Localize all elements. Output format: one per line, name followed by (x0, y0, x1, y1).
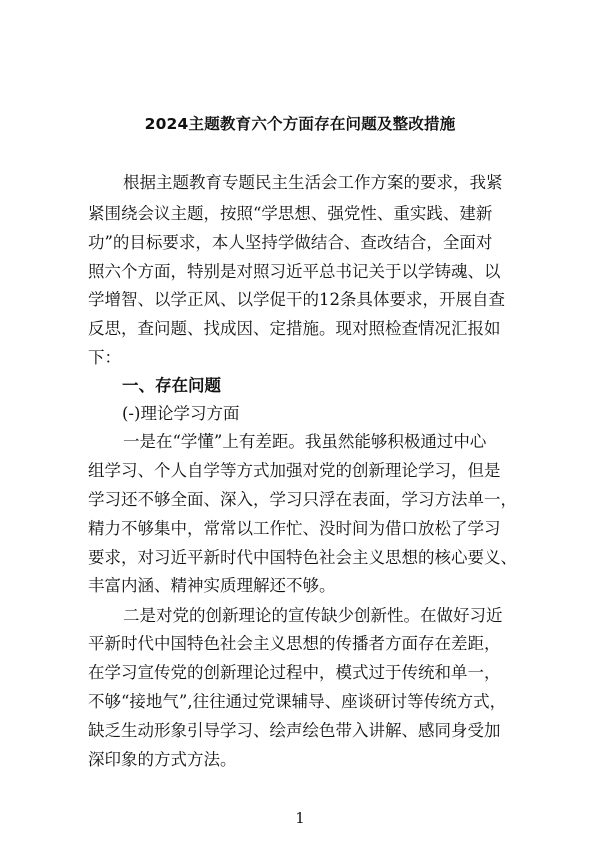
para1-line-1: 一是在“学懂”上有差距。我虽然能够积极通过中心 (123, 432, 487, 451)
para1-line-3: 学习还不够全面、深入，学习只浮在表面，学习方法单一， (88, 490, 517, 509)
intro-line-6: 反思，查问题、找成因、定措施。现对照检查情况汇报如 (88, 319, 501, 338)
para2-line-5: 缺乏生动形象引导学习、绘声绘色带入讲解、感同身受加 (88, 721, 501, 740)
intro-line-1: 根据主题教育专题民主生活会工作方案的要求，我紧 (123, 173, 503, 192)
page-number: 1 (295, 809, 305, 827)
para1-line-2: 组学习、个人自学等方式加强对党的创新理论学习，但是 (88, 461, 501, 480)
intro-line-5: 学增智、以学正风、以学促干的12条具体要求，开展自查 (88, 290, 505, 309)
intro-line-7: 下： (88, 348, 121, 367)
document-title: 2024主题教育六个方面存在问题及整改措施 (144, 115, 456, 133)
intro-line-3: 功”的目标要求，本人坚持学做结合、查改结合，全面对 (88, 233, 493, 252)
para2-line-2: 平新时代中国特色社会主义思想的传播者方面存在差距， (88, 634, 501, 653)
para1-line-4: 精力不够集中，常常以工作忙、没时间为借口放松了学习 (88, 519, 501, 538)
intro-line-2: 紧围绕会议主题，按照“学思想、强党性、重实践、建新 (88, 204, 493, 223)
para1-line-5: 要求，对习近平新时代中国特色社会主义思想的核心要义、 (88, 548, 517, 567)
para1-line-6: 丰富内涵、精神实质理解还不够。 (88, 576, 336, 595)
subsection-heading: (-)理论学习方面 (122, 404, 240, 423)
para2-line-3: 在学习宣传党的创新理论过程中，模式过于传统和单一， (88, 663, 501, 682)
section-heading: 一、存在问题 (122, 376, 221, 395)
intro-line-4: 照六个方面，特别是对照习近平总书记关于以学铸魂、以 (88, 262, 501, 281)
para2-line-6: 深印象的方式方法。 (88, 750, 237, 769)
para2-line-1: 二是对党的创新理论的宣传缺少创新性。在做好习近 (123, 606, 503, 625)
para2-line-4: 不够“接地气”,往往通过党课辅导、座谈研讨等传统方式， (88, 692, 507, 711)
